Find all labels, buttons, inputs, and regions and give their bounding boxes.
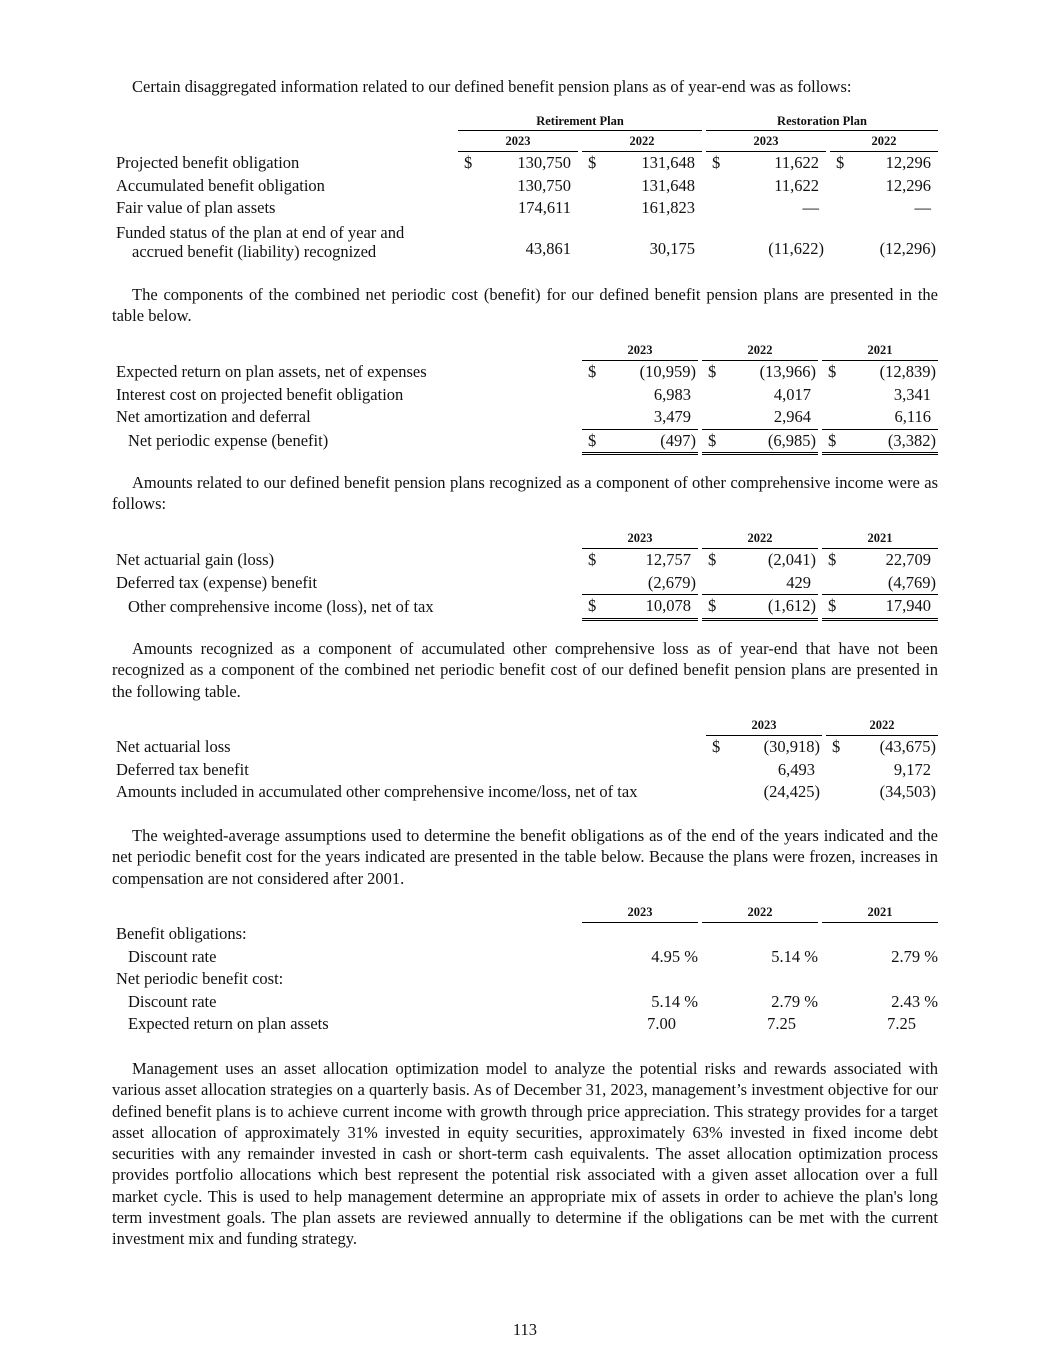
table-row-total (112, 429, 938, 454)
table-row (112, 572, 938, 595)
cell-value: 130,750 (517, 175, 571, 195)
currency-symbol: $ (828, 362, 837, 381)
year-header: 2023 (458, 131, 578, 152)
section-label: Net periodic benefit cost: (116, 969, 284, 989)
currency-symbol: $ (702, 595, 726, 620)
cell-value: 3,479 (653, 407, 691, 427)
cell-value: 131,648 (641, 153, 696, 172)
cell-value: 4,017 (773, 384, 811, 404)
cell-value: 6,116 (894, 407, 931, 427)
cell-value: 7.00 (647, 1014, 676, 1034)
table-row (112, 197, 938, 220)
page-number: 113 (512, 1320, 538, 1339)
cell-value: (12,296) (879, 239, 937, 259)
currency-symbol: $ (836, 153, 845, 172)
table-row (112, 736, 938, 759)
net-periodic-cost-table (112, 340, 938, 455)
table-row-total (112, 595, 938, 620)
row-label: Amounts included in accumulated other comprehensive income/loss, net of tax (116, 782, 638, 802)
row-label-line1: Funded status of the plan at end of year and (116, 222, 405, 242)
cell-value: 30,175 (649, 239, 696, 259)
cell-value: 161,823 (641, 198, 696, 218)
cell-value: 4.95 (651, 946, 681, 966)
cell-value: 12,296 (885, 153, 932, 172)
cell-value: (12,839) (879, 362, 936, 381)
row-label: Deferred tax benefit (116, 759, 249, 779)
cell-value: (10,959) (639, 362, 696, 381)
cell-value: 3,341 (893, 384, 931, 404)
row-label: Net periodic expense (benefit) (128, 431, 329, 451)
cell-value: (4,769) (887, 572, 936, 592)
year-header: 2021 (822, 902, 938, 923)
cell-value: 7.25 (887, 1014, 916, 1034)
year-header: 2022 (702, 340, 818, 361)
year-header: 2023 (582, 528, 698, 549)
year-header: 2022 (830, 131, 938, 152)
year-header: 2023 (582, 340, 698, 361)
currency-symbol: $ (588, 362, 597, 381)
year-header: 2022 (826, 715, 938, 736)
currency-symbol: $ (708, 362, 717, 381)
cell-value: 22,709 (885, 550, 931, 569)
row-label: Net actuarial loss (116, 736, 231, 756)
cell-value: 10,078 (606, 595, 698, 620)
table-row (112, 220, 938, 261)
year-header: 2023 (582, 902, 698, 923)
components-paragraph: The components of the combined net periodic cost (benefit) for our defined benefit pension plans are presented in the table below. (112, 285, 938, 326)
cell-value: 5.14 (771, 946, 801, 966)
cell-value: 6,493 (777, 759, 815, 779)
row-label-line2: accrued benefit (liability) recognized (132, 241, 377, 261)
table-row (112, 406, 938, 429)
table-row (112, 991, 938, 1014)
year-header: 2022 (702, 528, 818, 549)
cell-value: (34,503) (879, 782, 936, 802)
table-section-row (112, 968, 938, 991)
cell-value: (11,622) (768, 239, 825, 259)
row-label: Other comprehensive income (loss), net of tax (128, 596, 434, 616)
percent-sign: % (924, 991, 938, 1011)
year-header: 2023 (706, 715, 822, 736)
cell-value: (3,382) (846, 429, 938, 454)
currency-symbol: $ (712, 737, 721, 756)
cell-value: 7.25 (767, 1014, 796, 1034)
cell-value: (13,966) (759, 362, 816, 381)
cell-value: — (914, 198, 932, 218)
table-row (112, 549, 938, 572)
cell-value: 429 (786, 572, 811, 592)
percent-sign: % (684, 991, 698, 1011)
aoci-table (112, 715, 938, 804)
cell-value: 2.43 (891, 991, 921, 1011)
table-row (112, 946, 938, 969)
row-label: Interest cost on projected benefit obligation (116, 384, 404, 404)
assumptions-paragraph: The weighted-average assumptions used to determine the benefit obligations as of the end of the years indicated and the net periodic benefit cost for the years indicated are presented in the table below. Because the plans were frozen, increases in compensation are not considered after 2001. (112, 826, 938, 888)
row-label: Discount rate (128, 991, 217, 1011)
group-header-retirement: Retirement Plan (458, 112, 702, 131)
percent-sign: % (924, 946, 938, 966)
percent-sign: % (804, 946, 818, 966)
cell-value: 2.79 (891, 946, 921, 966)
year-header: 2021 (822, 340, 938, 361)
pension-plan-disaggregated-table (112, 112, 938, 261)
table-row (112, 175, 938, 198)
group-header-restoration: Restoration Plan (706, 112, 938, 131)
row-label: Expected return on plan assets (128, 1014, 329, 1034)
currency-symbol: $ (712, 153, 721, 172)
currency-symbol: $ (582, 429, 606, 454)
row-label: Deferred tax (expense) benefit (116, 572, 318, 592)
year-header: 2023 (706, 131, 826, 152)
cell-value: 131,648 (641, 175, 696, 195)
cell-value: (30,918) (763, 737, 820, 756)
currency-symbol: $ (464, 153, 473, 172)
cell-value: 17,940 (846, 595, 938, 620)
table-row (112, 759, 938, 782)
cell-value: (497) (606, 429, 698, 454)
currency-symbol: $ (708, 550, 717, 569)
oci-paragraph: Amounts related to our defined benefit pension plans recognized as a component of other comprehensive income were as follows: (112, 473, 938, 514)
year-header: 2021 (822, 528, 938, 549)
intro-paragraph: Certain disaggregated information related to our defined benefit pension plans as of year-end was as follows: (132, 77, 852, 96)
table-row (112, 781, 938, 804)
cell-value: 130,750 (517, 153, 571, 172)
row-label: Projected benefit obligation (116, 152, 300, 172)
cell-value: (43,675) (879, 737, 936, 756)
table-row (112, 152, 938, 175)
table-row (112, 1013, 938, 1036)
assumptions-table (112, 902, 938, 1036)
row-label: Discount rate (128, 946, 217, 966)
currency-symbol: $ (702, 429, 726, 454)
percent-sign: % (804, 991, 818, 1011)
row-label: Fair value of plan assets (116, 198, 276, 218)
currency-symbol: $ (822, 429, 846, 454)
cell-value: 6,983 (653, 384, 691, 404)
currency-symbol: $ (588, 550, 597, 569)
cell-value: (2,041) (767, 550, 816, 569)
currency-symbol: $ (582, 595, 606, 620)
cell-value: (2,679) (647, 572, 696, 592)
row-label: Net actuarial gain (loss) (116, 549, 275, 569)
row-label: Expected return on plan assets, net of expenses (116, 361, 427, 381)
cell-value: 9,172 (893, 759, 931, 779)
row-label: Accumulated benefit obligation (116, 175, 325, 195)
table-row (112, 384, 938, 407)
currency-symbol: $ (822, 595, 846, 620)
cell-value: 12,757 (645, 550, 691, 569)
table-row (112, 361, 938, 384)
percent-sign: % (684, 946, 698, 966)
table-section-row (112, 923, 938, 946)
row-label (112, 220, 454, 261)
cell-value: 2.79 (771, 991, 801, 1011)
cell-value: 12,296 (885, 175, 932, 195)
year-header: 2022 (702, 902, 818, 923)
currency-symbol: $ (832, 737, 841, 756)
cell-value: 11,622 (774, 175, 820, 195)
cell-value: (24,425) (763, 782, 820, 802)
aoci-paragraph: Amounts recognized as a component of accumulated other comprehensive loss as of year-end that have not been recognized as a component of the combined net periodic benefit cost of our defined benefit pension plans are presented in the following table. (112, 639, 938, 701)
currency-symbol: $ (588, 153, 597, 172)
section-label: Benefit obligations: (116, 923, 247, 943)
cell-value: (1,612) (726, 595, 818, 620)
oci-table (112, 528, 938, 621)
cell-value: 2,964 (773, 407, 811, 427)
row-label: Net amortization and deferral (116, 407, 311, 427)
cell-value: 174,611 (517, 198, 571, 218)
cell-value: (6,985) (726, 429, 818, 454)
cell-value: 43,861 (525, 239, 571, 259)
year-header: 2022 (582, 131, 702, 152)
management-paragraph: Management uses an asset allocation optimization model to analyze the potential risks and rewards associated with various asset allocation strategies on a quarterly basis. As of December 31, 2023, management’s investment objective for our defined benefit plans is to achieve current income with growth through price appreciation. This strategy provides for a target asset allocation of approximately 31% invested in equity securities, approximately 63% invested in fixed income debt securities with any remainder invested in cash or short-term cash equivalents. The asset allocation optimization process provides portfolio allocations which best represent the potential risk associated with a given asset allocation over a full market cycle. This is used to help management determine an appropriate mix of assets in order to achieve the plan's long term investment goals. The plan assets are reviewed annually to determine if the obligations can be met with the current investment mix and funding strategy. (112, 1059, 938, 1249)
cell-value: 11,622 (774, 153, 820, 172)
cell-value: 5.14 (651, 991, 681, 1011)
currency-symbol: $ (828, 550, 837, 569)
cell-value: — (802, 198, 820, 218)
